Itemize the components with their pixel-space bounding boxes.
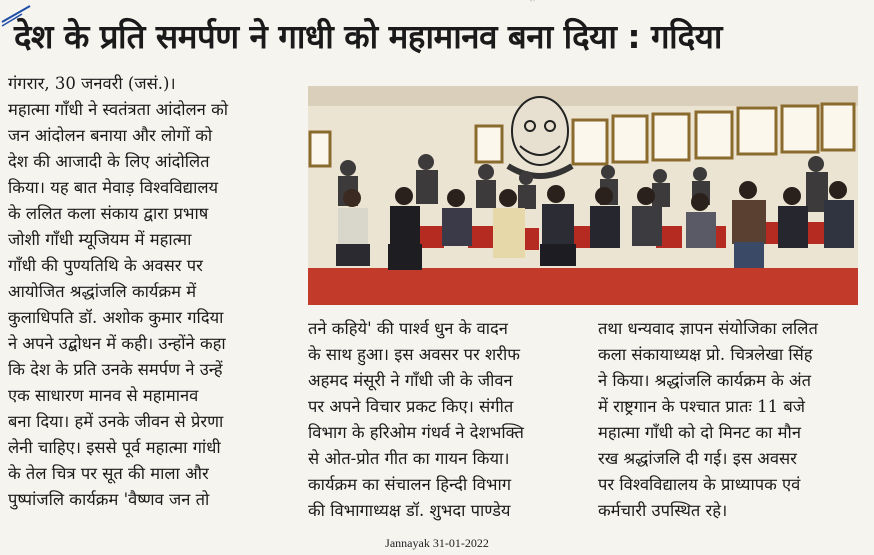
col1-line: महात्मा गाँधी ने स्वतंत्रता आंदोलन को (8, 100, 229, 119)
col1-line: जोशी गाँधी म्यूजियम में महात्मा (8, 230, 192, 249)
col3-line: में राष्ट्रगान के पश्चात प्रातः 11 बजे (598, 397, 805, 416)
col1-line: लेनी चाहिए। इससे पूर्व महात्मा गांधी (8, 438, 221, 457)
col2-line: तने कहिये' की पार्श्व धुन के वादन (308, 319, 508, 338)
col1-line: के तेल चित्र पर सूत की माला और (8, 464, 209, 483)
col3-line: ने किया। श्रद्धांजलि कार्यक्रम के अंत (598, 371, 812, 390)
article-column-2 (308, 316, 576, 524)
col3-line: पर विश्वविद्यालय के प्राध्यापक एवं (598, 475, 801, 494)
event-photo (308, 86, 858, 305)
col1-line: पुष्पांजलि कार्यक्रम 'वैष्णव जन तो (8, 490, 210, 509)
col1-line: गंगरार, 30 जनवरी (जसं.)। (8, 74, 176, 93)
col1-line: के ललित कला संकाय द्वारा प्रभाष (8, 204, 209, 223)
col3-line: तथा धन्यवाद ज्ञापन संयोजिका ललित (598, 319, 818, 338)
col3-line: कर्मचारी उपस्थित रहे। (598, 501, 728, 520)
col1-line: जन आंदोलन बनाया और लोगों को (8, 126, 213, 145)
article-column-3 (598, 316, 860, 524)
col2-line: से ओत-प्रोत गीत का गायन किया। (308, 449, 510, 468)
col2-line: पर अपने विचार प्रकट किए। संगीत (308, 397, 514, 416)
col1-line: कि देश के प्रति उनके समर्पण ने उन्हें (8, 360, 223, 379)
col3-line: महात्मा गाँधी को दो मिनट का मौन (598, 423, 801, 442)
col2-line: कार्यक्रम का संचालन हिन्दी विभाग (308, 475, 512, 494)
col3-line: कला संकायाध्यक्ष प्रो. चित्रलेखा सिंह (598, 345, 813, 364)
headline: देश के प्रति समर्पण ने गाधी को महामानव बना दिया : गदिया (14, 17, 722, 56)
col1-line: एक साधारण मानव से महामानव (8, 386, 199, 405)
col1-line: बना दिया। हमें उनके जीवन से प्रेरणा (8, 412, 224, 431)
col1-line: आयोजित श्रद्धांजलि कार्यक्रम में (8, 282, 197, 301)
col1-line: देश की आजादी के लिए आंदोलित (8, 152, 210, 171)
top-fold-mark: ׁ ׁ ׁ (525, 0, 531, 10)
col2-line: के साथ हुआ। इस अवसर पर शरीफ (308, 345, 521, 364)
col2-line: विभाग के हरिओम गंधर्व ने देशभक्ति (308, 423, 524, 442)
source-caption: Jannayak 31-01-2022 (385, 536, 489, 550)
col2-line: की विभागाध्यक्ष डॉ. शुभदा पाण्डेय (308, 501, 511, 520)
col1-line: ने अपने उद्बोधन में कही। उन्होंने कहा (8, 334, 226, 353)
col1-line: किया। यह बात मेवाड़ विश्वविद्यालय (8, 178, 219, 197)
article-column-1 (8, 71, 290, 513)
col1-line: कुलाधिपति डॉ. अशोक कुमार गदिया (8, 308, 224, 327)
col2-line: अहमद मंसूरी ने गाँधी जी के जीवन (308, 371, 513, 390)
col3-line: रख श्रद्धांजलि दी गई। इस अवसर (598, 449, 797, 468)
col1-line: गाँधी की पुण्यतिथि के अवसर पर (8, 256, 203, 275)
